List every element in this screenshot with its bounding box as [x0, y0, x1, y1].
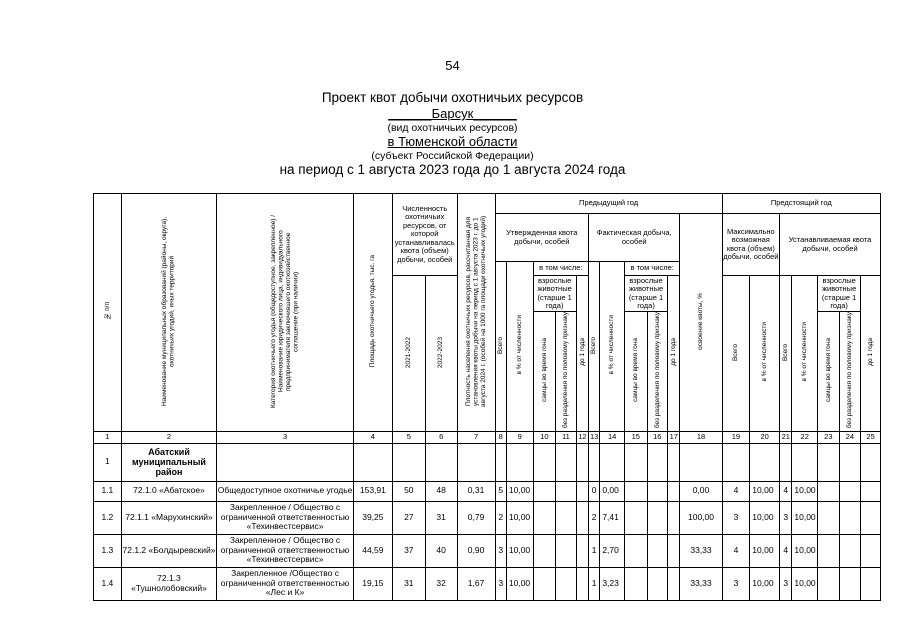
header-young-3: до 1 года: [861, 276, 881, 432]
row-name: 72.1.2 «Болдыревский»: [121, 534, 217, 567]
approved-females: [533, 567, 556, 600]
actual-pct: 2,70: [600, 534, 625, 567]
count-2021: 27: [392, 501, 425, 534]
header-area: Площадь охотничьего угодья, тыс. га: [353, 194, 392, 432]
max-total: 3: [722, 501, 750, 534]
header-no-sex: без разделения по половому признаку: [556, 312, 577, 432]
set-total: 3: [780, 501, 792, 534]
row-name: Абатский муниципальный район: [121, 443, 217, 481]
set-no-sex: [839, 567, 861, 600]
row-area: 39,25: [353, 501, 392, 534]
density: 0,79: [457, 501, 495, 534]
max-pct: [750, 443, 780, 481]
header-including: в том числе:: [533, 262, 588, 276]
header-num: № п/п: [94, 194, 122, 432]
header-category: Категория охотничьего угодья (общедоступное, закрепленное) / Наименование юридического лица, индивидуального предпринимателя заключившего охотхозяйственное соглашение (при наличии): [217, 194, 354, 432]
set-total: 4: [780, 534, 792, 567]
approved-no-sex: [556, 481, 577, 501]
approved-no-sex: [556, 501, 577, 534]
approved-total: 2: [495, 501, 506, 534]
header-approved-quota: Утвержденная квота добычи, особей: [495, 214, 588, 262]
set-females: [818, 567, 840, 600]
table-row: [94, 567, 881, 600]
header-next-year: Предстоящий год: [722, 194, 880, 214]
header-2022: 2022-2023: [425, 276, 457, 432]
set-no-sex: [839, 443, 861, 481]
set-young: [861, 501, 881, 534]
document-title: [0, 90, 905, 178]
set-young: [861, 567, 881, 600]
actual-pct: 7,41: [600, 501, 625, 534]
set-pct: 10,00: [792, 481, 818, 501]
header-pct-4: в % от численности: [792, 276, 818, 432]
actual-no-sex: [647, 567, 668, 600]
set-no-sex: [839, 534, 861, 567]
actual-young: [668, 443, 680, 481]
count-2022: 32: [425, 567, 457, 600]
count-2022: [425, 443, 457, 481]
period-line: на период с 1 августа 2023 года до 1 августа 2024 года: [279, 162, 626, 177]
column-number: 11: [556, 431, 577, 443]
approved-total: 5: [495, 481, 506, 501]
header-females-3: самцы во время гона: [818, 312, 840, 432]
actual-total: 1: [589, 567, 600, 600]
row-category: Закрепленное / Общество с ограниченной ответственностью «Техинвестсервис»: [217, 534, 354, 567]
row-num: 1.3: [94, 534, 122, 567]
mastering: 33,33: [680, 567, 722, 600]
column-number: 21: [780, 431, 792, 443]
column-number: 8: [495, 431, 506, 443]
column-number: 14: [600, 431, 625, 443]
header-young-2: до 1 года: [668, 276, 680, 432]
actual-no-sex: [647, 534, 668, 567]
region-caption: (субъект Российской Федерации): [371, 150, 534, 162]
set-young: [861, 443, 881, 481]
approved-pct: 10,00: [506, 501, 533, 534]
density: 1,67: [457, 567, 495, 600]
column-number: 25: [861, 431, 881, 443]
header-adults: взрослые животные (старше 1 года): [533, 276, 576, 312]
column-number: 12: [576, 431, 588, 443]
set-females: [818, 443, 840, 481]
row-category: [217, 443, 354, 481]
table-body: [94, 443, 881, 600]
row-area: 19,15: [353, 567, 392, 600]
column-number: 15: [624, 431, 647, 443]
header-no-sex-2: без разделения по половому признаку: [647, 312, 668, 432]
row-name: 72.1.1 «Марухинский»: [121, 501, 217, 534]
actual-total: 0: [589, 481, 600, 501]
approved-females: [533, 534, 556, 567]
set-no-sex: [839, 481, 861, 501]
mastering: [680, 443, 722, 481]
column-number: 20: [750, 431, 780, 443]
quota-table: [93, 193, 881, 601]
column-number: 17: [668, 431, 680, 443]
column-number: 5: [392, 431, 425, 443]
actual-young: [668, 567, 680, 600]
max-total: 4: [722, 534, 750, 567]
column-number: 23: [818, 431, 840, 443]
column-number: 18: [680, 431, 722, 443]
column-number: 10: [533, 431, 556, 443]
approved-pct: 10,00: [506, 567, 533, 600]
header-total: Всего: [495, 262, 506, 432]
approved-pct: 10,00: [506, 481, 533, 501]
actual-females: [624, 567, 647, 600]
mastering: 33,33: [680, 534, 722, 567]
actual-no-sex: [647, 443, 668, 481]
species-name: ______Барсук______: [388, 106, 517, 121]
max-pct: 10,00: [750, 567, 780, 600]
column-number-row: [94, 431, 881, 443]
set-females: [818, 481, 840, 501]
table-row: [94, 501, 881, 534]
header-pct-2: в % от численности: [600, 262, 625, 432]
mastering: 0,00: [680, 481, 722, 501]
column-number: 22: [792, 431, 818, 443]
row-area: 44,59: [353, 534, 392, 567]
density: [457, 443, 495, 481]
row-num: 1.1: [94, 481, 122, 501]
title-line: Проект квот добычи охотничьих ресурсов: [321, 90, 584, 105]
max-total: 3: [722, 567, 750, 600]
header-including-2: в том числе:: [624, 262, 679, 276]
column-number: 7: [457, 431, 495, 443]
header-max-quota: Максимально возможная квота (объем) добычи, особей: [722, 214, 780, 276]
header-actual-harvest: Фактическая добыча, особей: [589, 214, 680, 262]
table-row: [94, 443, 881, 481]
header-count-group: Численность охотничьих ресурсов, от которой устанавливалась квота (объем) добычи, особей: [392, 194, 457, 276]
count-2022: 31: [425, 501, 457, 534]
approved-young: [576, 534, 588, 567]
density: 0,90: [457, 534, 495, 567]
actual-pct: [600, 443, 625, 481]
row-name: 72.1.3 «Тушнолобовский»: [121, 567, 217, 600]
header-density: Плотность населения охотничьих ресурсов, рассчитанная для установления квоты добычи на период с 1 августа 2023 г. до 1 августа 2024 г. (особей на 1000 га площади охотничьих угодий): [457, 194, 495, 432]
header-young: до 1 года: [576, 276, 588, 432]
count-2021: [392, 443, 425, 481]
set-young: [861, 481, 881, 501]
header-females-2: самцы во время гона: [624, 312, 647, 432]
actual-no-sex: [647, 501, 668, 534]
count-2021: 37: [392, 534, 425, 567]
column-number: 24: [839, 431, 861, 443]
header-adults-2: взрослые животные (старше 1 года): [624, 276, 667, 312]
mastering: 100,00: [680, 501, 722, 534]
row-num: 1.2: [94, 501, 122, 534]
set-total: [780, 443, 792, 481]
set-pct: 10,00: [792, 567, 818, 600]
set-pct: 10,00: [792, 501, 818, 534]
actual-total: [589, 443, 600, 481]
header-females: самцы во время гона: [533, 312, 556, 432]
table-row: [94, 534, 881, 567]
actual-young: [668, 481, 680, 501]
count-2021: 50: [392, 481, 425, 501]
approved-young: [576, 567, 588, 600]
column-number: 19: [722, 431, 750, 443]
count-2022: 40: [425, 534, 457, 567]
column-number: 3: [217, 431, 354, 443]
column-number: 2: [121, 431, 217, 443]
row-category: Закрепленное /Общество с ограниченной ответственностью «Лес и К»: [217, 567, 354, 600]
actual-pct: 3,23: [600, 567, 625, 600]
header-pct-3: в % от численности: [750, 276, 780, 432]
approved-no-sex: [556, 534, 577, 567]
approved-females: [533, 501, 556, 534]
set-females: [818, 534, 840, 567]
column-number: 9: [506, 431, 533, 443]
region-name: в Тюменской области: [387, 134, 518, 149]
max-pct: 10,00: [750, 501, 780, 534]
actual-young: [668, 534, 680, 567]
approved-young: [576, 501, 588, 534]
row-name: 72.1.0 «Абатское»: [121, 481, 217, 501]
header-adults-3: взрослые животные (старше 1 года): [818, 276, 861, 312]
set-total: 4: [780, 481, 792, 501]
approved-pct: [506, 443, 533, 481]
column-number: 13: [589, 431, 600, 443]
actual-young: [668, 501, 680, 534]
actual-females: [624, 443, 647, 481]
actual-no-sex: [647, 481, 668, 501]
set-no-sex: [839, 501, 861, 534]
header-mastering: освоение квоты, %: [680, 214, 722, 432]
column-number: 16: [647, 431, 668, 443]
approved-total: [495, 443, 506, 481]
header-total-3: Всего: [722, 276, 750, 432]
header-set-quota: Устанавливаемая квота добычи, особей: [780, 214, 881, 276]
header-prev-year: Предыдущий год: [495, 194, 722, 214]
column-number: 4: [353, 431, 392, 443]
column-number: 6: [425, 431, 457, 443]
actual-females: [624, 534, 647, 567]
set-total: 3: [780, 567, 792, 600]
row-area: [353, 443, 392, 481]
approved-no-sex: [556, 443, 577, 481]
header-name: Наименование муниципальных образований (районы, округа), охотничьих угодий, иных территорий: [121, 194, 217, 432]
species-caption: (вид охотничьих ресурсов): [387, 122, 518, 134]
row-num: 1: [94, 443, 122, 481]
actual-females: [624, 481, 647, 501]
row-num: 1.4: [94, 567, 122, 600]
max-total: [722, 443, 750, 481]
header-2021: 2021-2022: [392, 276, 425, 432]
approved-young: [576, 443, 588, 481]
max-pct: 10,00: [750, 481, 780, 501]
approved-females: [533, 443, 556, 481]
approved-females: [533, 481, 556, 501]
set-young: [861, 534, 881, 567]
header-total-4: Всего: [780, 276, 792, 432]
count-2021: 31: [392, 567, 425, 600]
max-pct: 10,00: [750, 534, 780, 567]
set-females: [818, 501, 840, 534]
header-pct: в % от численности: [506, 262, 533, 432]
approved-no-sex: [556, 567, 577, 600]
set-pct: [792, 443, 818, 481]
density: 0,31: [457, 481, 495, 501]
header-total-2: Всего: [589, 262, 600, 432]
column-number: 1: [94, 431, 122, 443]
actual-pct: 0,00: [600, 481, 625, 501]
approved-pct: 10,00: [506, 534, 533, 567]
approved-young: [576, 481, 588, 501]
set-pct: 10,00: [792, 534, 818, 567]
actual-total: 1: [589, 534, 600, 567]
count-2022: 48: [425, 481, 457, 501]
table-row: [94, 481, 881, 501]
approved-total: 3: [495, 567, 506, 600]
max-total: 4: [722, 481, 750, 501]
row-category: Закрепленное / Общество с ограниченной ответственностью «Техинвестсервис»: [217, 501, 354, 534]
approved-total: 3: [495, 534, 506, 567]
page-number: 54: [445, 58, 460, 73]
actual-total: 2: [589, 501, 600, 534]
header-no-sex-3: без разделения по половому признаку: [839, 312, 861, 432]
row-category: Общедоступное охотничье угодье: [217, 481, 354, 501]
actual-females: [624, 501, 647, 534]
row-area: 153,91: [353, 481, 392, 501]
